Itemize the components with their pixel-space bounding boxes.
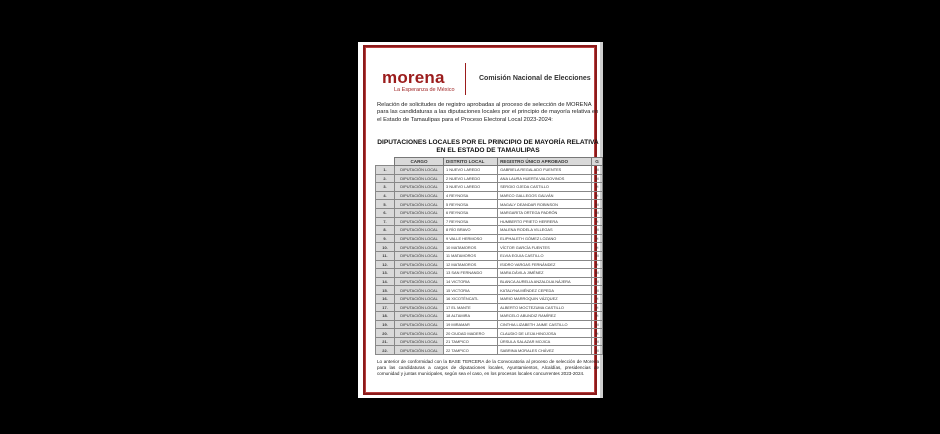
registro-cell: ALBERTO MOCTEZUMA CASTILLO — [498, 303, 592, 312]
distrito-cell: 17 EL MANTE — [444, 303, 498, 312]
distrito-cell: 2 NUEVO LAREDO — [444, 174, 498, 183]
gender-cell: H — [592, 217, 603, 226]
gender-cell: H — [592, 260, 603, 269]
cargo-cell: DIPUTACIÓN LOCAL — [395, 260, 444, 269]
header-distrito: DISTRITO LOCAL — [444, 158, 498, 166]
row-number: 14. — [376, 277, 395, 286]
table-row — [376, 226, 603, 235]
distrito-cell: 11 MATAMOROS — [444, 251, 498, 260]
distrito-cell: 9 VALLE HERMOSO — [444, 234, 498, 243]
registro-cell: MARCO GALLEGOS GALVÁN — [498, 191, 592, 200]
cargo-cell: DIPUTACIÓN LOCAL — [395, 183, 444, 192]
row-number: 8. — [376, 226, 395, 235]
row-number: 11. — [376, 251, 395, 260]
intro-paragraph: Relación de solicitudes de registro aprobadas al proceso de selección de MORENA para las candidaturas a las diputaciones locales por el principio de mayoría relativa en el Estado de Tamaulipas para el Proceso Electoral Local 2023-2024: — [377, 102, 599, 123]
distrito-cell: 22 TAMPICO — [444, 346, 498, 355]
table-row — [376, 208, 603, 217]
distrito-cell: 3 NUEVO LAREDO — [444, 183, 498, 192]
row-number: 16. — [376, 294, 395, 303]
gender-cell: H — [592, 294, 603, 303]
distrito-cell: 6 REYNOSA — [444, 208, 498, 217]
registro-cell: MARIO MARROQUIN VÁZQUEZ — [498, 294, 592, 303]
registro-cell: MARGARITA ORTEGA PADRÓN — [498, 208, 592, 217]
table-row — [376, 260, 603, 269]
table-row — [376, 277, 603, 286]
gender-cell: M — [592, 208, 603, 217]
row-number: 18. — [376, 312, 395, 321]
registro-cell: ELIPHALETH GÓMEZ LOZANO — [498, 234, 592, 243]
table-row — [376, 269, 603, 278]
table-row — [376, 346, 603, 355]
distrito-cell: 15 VICTORIA — [444, 286, 498, 295]
table-row — [376, 234, 603, 243]
registro-cell: ELVIA EGUIA CASTILLO — [498, 251, 592, 260]
gender-cell: M — [592, 337, 603, 346]
cargo-cell: DIPUTACIÓN LOCAL — [395, 217, 444, 226]
header-divider — [465, 63, 466, 95]
distrito-cell: 19 MIRAMAR — [444, 320, 498, 329]
table-row — [376, 286, 603, 295]
row-number: 13. — [376, 269, 395, 278]
distrito-cell: 20 CIUDAD MADERO — [444, 329, 498, 338]
registro-cell: CINTHIA LIZABETH JAIME CASTILLO — [498, 320, 592, 329]
table-row — [376, 312, 603, 321]
row-number: 15. — [376, 286, 395, 295]
cargo-cell: DIPUTACIÓN LOCAL — [395, 346, 444, 355]
header-number — [376, 158, 395, 166]
registro-cell: ÚRSULA SALAZAR MOJICA — [498, 337, 592, 346]
registro-cell: MARA DÁVILA JIMÉNEZ — [498, 269, 592, 278]
table-row — [376, 320, 603, 329]
cargo-cell: DIPUTACIÓN LOCAL — [395, 286, 444, 295]
gender-cell: H — [592, 329, 603, 338]
gender-cell: H — [592, 303, 603, 312]
row-number: 19. — [376, 320, 395, 329]
registro-cell: SABRINA MORALES CHÁVEZ — [498, 346, 592, 355]
document-frame — [363, 45, 597, 395]
distrito-cell: 7 REYNOSA — [444, 217, 498, 226]
cargo-cell: DIPUTACIÓN LOCAL — [395, 320, 444, 329]
row-number: 22. — [376, 346, 395, 355]
gender-cell: M — [592, 174, 603, 183]
footer-note: Lo anterior de conformidad con la BASE TERCERA de la Convocatoria al proceso de selección de Morena para las candidaturas a cargos de diputaciones locales, Ayuntamientos, Alcaldías, presidencias de comunidad y juntas municipales, según sea el caso, en los procesos locales concurrentes 2023-2024. — [377, 359, 599, 377]
header-registro: REGISTRO ÚNICO APROBADO — [498, 158, 592, 166]
cargo-cell: DIPUTACIÓN LOCAL — [395, 312, 444, 321]
cargo-cell: DIPUTACIÓN LOCAL — [395, 294, 444, 303]
distrito-cell: 18 ALTAMIRA — [444, 312, 498, 321]
gender-cell: H — [592, 191, 603, 200]
registro-cell: ISIDRO VARGAS FERNÁNDEZ — [498, 260, 592, 269]
registro-cell: MAGALY DEANDAR ROBINSON — [498, 200, 592, 209]
row-number: 6. — [376, 208, 395, 217]
registro-cell: VÍCTOR GARCÍA FUENTES — [498, 243, 592, 252]
distrito-cell: 21 TAMPICO — [444, 337, 498, 346]
registro-cell: BLANCA AURELIA ANZALDUA NÁJERA — [498, 277, 592, 286]
table-row — [376, 183, 603, 192]
row-number: 10. — [376, 243, 395, 252]
distrito-cell: 8 RÍO BRAVO — [444, 226, 498, 235]
table-header-row — [376, 158, 603, 166]
table-row — [376, 166, 603, 175]
distrito-cell: 5 REYNOSA — [444, 200, 498, 209]
morena-logo — [382, 69, 462, 93]
row-number: 2. — [376, 174, 395, 183]
table-row — [376, 303, 603, 312]
gender-cell: H — [592, 312, 603, 321]
gender-cell: M — [592, 277, 603, 286]
gender-cell: M — [592, 226, 603, 235]
table-row — [376, 174, 603, 183]
registro-cell: KATALYNA MÉNDEZ CEPEDA — [498, 286, 592, 295]
row-number: 9. — [376, 234, 395, 243]
registro-cell: GABRIELA REGALADO FUENTES — [498, 166, 592, 175]
logo-wordmark: morena — [382, 68, 445, 87]
gender-cell: M — [592, 346, 603, 355]
cargo-cell: DIPUTACIÓN LOCAL — [395, 329, 444, 338]
cargo-cell: DIPUTACIÓN LOCAL — [395, 191, 444, 200]
cargo-cell: DIPUTACIÓN LOCAL — [395, 200, 444, 209]
gender-cell: M — [592, 166, 603, 175]
cargo-cell: DIPUTACIÓN LOCAL — [395, 166, 444, 175]
row-number: 1. — [376, 166, 395, 175]
row-number: 5. — [376, 200, 395, 209]
registro-cell: MARCELO ABUNDIZ RAMÍREZ — [498, 312, 592, 321]
distrito-cell: 13 SAN FERNANDO — [444, 269, 498, 278]
gender-cell: H — [592, 183, 603, 192]
cargo-cell: DIPUTACIÓN LOCAL — [395, 243, 444, 252]
candidates-table — [375, 157, 603, 355]
row-number: 20. — [376, 329, 395, 338]
table-row — [376, 329, 603, 338]
table-row — [376, 191, 603, 200]
cargo-cell: DIPUTACIÓN LOCAL — [395, 337, 444, 346]
logo-tagline: La Esperanza de México — [394, 87, 455, 93]
row-number: 4. — [376, 191, 395, 200]
cargo-cell: DIPUTACIÓN LOCAL — [395, 303, 444, 312]
row-number: 7. — [376, 217, 395, 226]
cargo-cell: DIPUTACIÓN LOCAL — [395, 234, 444, 243]
registro-cell: MALENA RODELA VILLEGAS — [498, 226, 592, 235]
cargo-cell: DIPUTACIÓN LOCAL — [395, 208, 444, 217]
gender-cell: M — [592, 286, 603, 295]
registro-cell: ANA LAURA HUERTA VALDOVINOS — [498, 174, 592, 183]
cargo-cell: DIPUTACIÓN LOCAL — [395, 174, 444, 183]
cargo-cell: DIPUTACIÓN LOCAL — [395, 269, 444, 278]
row-number: 17. — [376, 303, 395, 312]
gender-cell: M — [592, 320, 603, 329]
distrito-cell: 12 MATAMOROS — [444, 260, 498, 269]
gender-cell: H — [592, 234, 603, 243]
distrito-cell: 10 MATAMOROS — [444, 243, 498, 252]
table-row — [376, 294, 603, 303]
cargo-cell: DIPUTACIÓN LOCAL — [395, 277, 444, 286]
table-row — [376, 337, 603, 346]
table-row — [376, 243, 603, 252]
document-page — [358, 42, 603, 398]
header-gender: G — [592, 158, 603, 166]
row-number: 3. — [376, 183, 395, 192]
header-cargo: CARGO — [395, 158, 444, 166]
table-row — [376, 217, 603, 226]
gender-cell: M — [592, 200, 603, 209]
table-row — [376, 251, 603, 260]
distrito-cell: 16 XICOTÉNCATL — [444, 294, 498, 303]
registro-cell: CLAUDIO DE LEIJA HINOJOSA — [498, 329, 592, 338]
gender-cell: H — [592, 243, 603, 252]
distrito-cell: 1 NUEVO LAREDO — [444, 166, 498, 175]
cargo-cell: DIPUTACIÓN LOCAL — [395, 251, 444, 260]
row-number: 21. — [376, 337, 395, 346]
commission-name: Comisión Nacional de Elecciones — [479, 75, 591, 82]
document-title: DIPUTACIONES LOCALES POR EL PRINCIPIO DE MAYORÍA RELATIVA EN EL ESTADO DE TAMAULIPAS — [377, 139, 599, 154]
row-number: 12. — [376, 260, 395, 269]
registro-cell: HUMBERTO PRIETO HERRERA — [498, 217, 592, 226]
cargo-cell: DIPUTACIÓN LOCAL — [395, 226, 444, 235]
gender-cell: M — [592, 269, 603, 278]
distrito-cell: 14 VICTORIA — [444, 277, 498, 286]
registro-cell: SERGIO OJEDA CASTILLO — [498, 183, 592, 192]
distrito-cell: 4 REYNOSA — [444, 191, 498, 200]
gender-cell: M — [592, 251, 603, 260]
table-row — [376, 200, 603, 209]
